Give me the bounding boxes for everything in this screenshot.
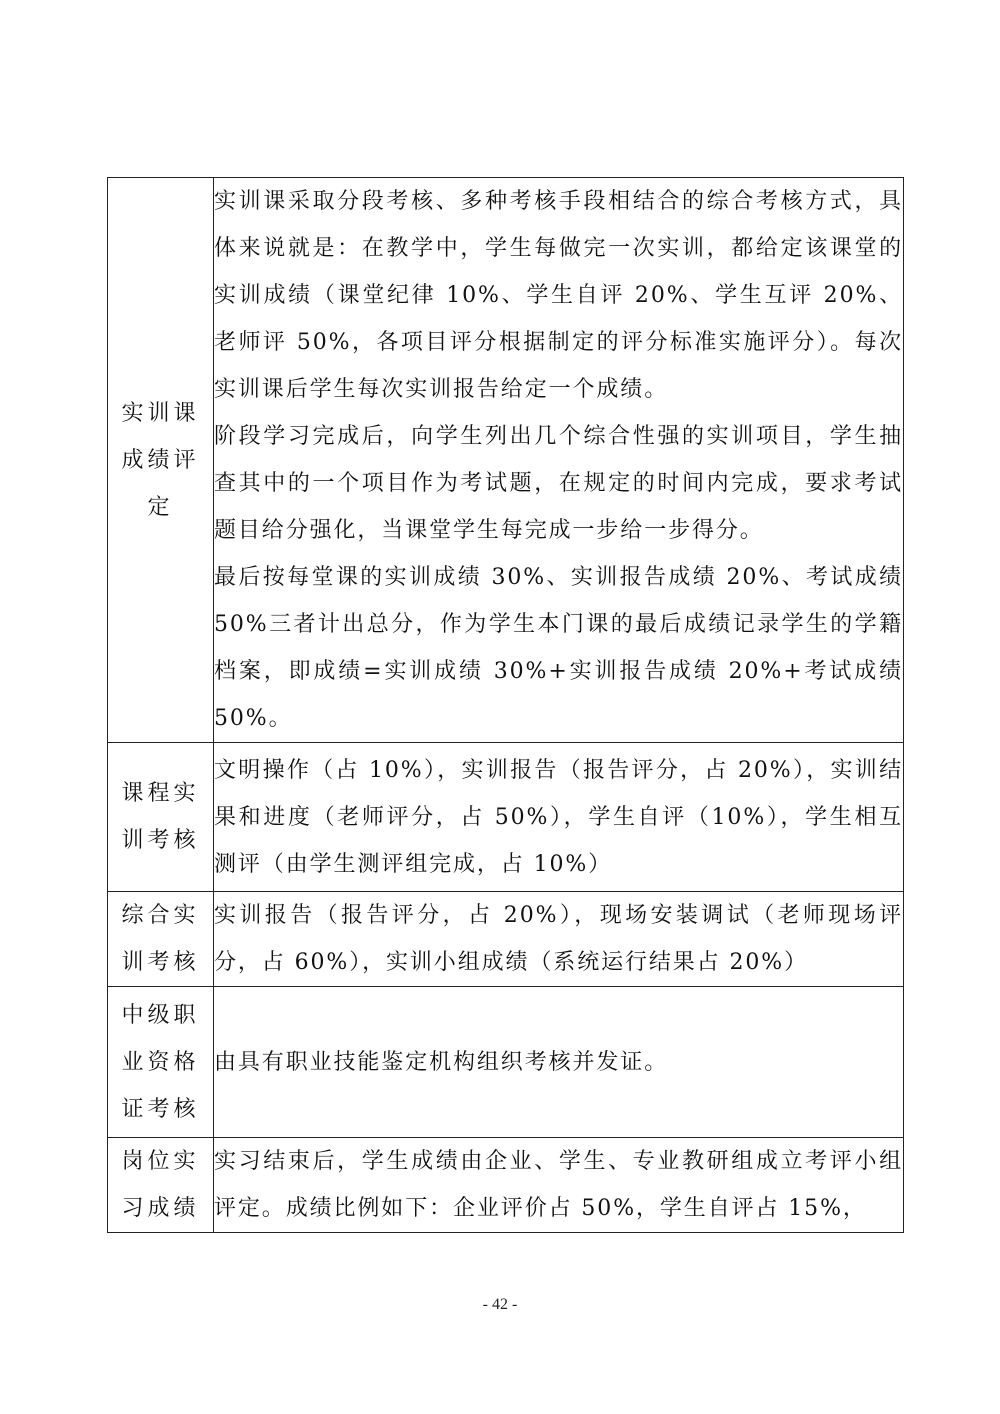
row-label-certificate-exam — [108, 987, 214, 1138]
row-label-line: 习成绩 — [121, 1196, 200, 1221]
table-row-comprehensive-training — [108, 892, 904, 987]
row-label-training-grade — [108, 178, 214, 743]
row-label-line: 训考核 — [121, 950, 200, 975]
content-paragraph: 阶段学习完成后，向学生列出几个综合性强的实训项目，学生抽查其中的一个项目作为考试题，在规定的时间内完成，要求考试题目给分强化，当课堂学生每完成一步给一步得分。 — [214, 424, 903, 543]
row-label-line: 综合实 — [121, 903, 200, 928]
table-row-course-training — [108, 743, 904, 892]
table-row-training-grade — [108, 178, 904, 743]
row-label-line: 中级职 — [121, 1002, 200, 1028]
content-paragraph: 由具有职业技能鉴定机构组织考核并发证。 — [214, 1049, 669, 1075]
row-label-line: 业资格 — [121, 1049, 200, 1075]
row-content-comprehensive-training — [214, 892, 904, 987]
row-label-course-training — [108, 743, 214, 892]
row-label-line: 实训课 — [121, 400, 200, 426]
row-label-internship-grade — [108, 1138, 214, 1233]
table-row-internship-grade — [108, 1138, 904, 1233]
row-label-line: 课程实 — [121, 781, 200, 806]
row-label-line: 岗位实 — [121, 1149, 200, 1174]
row-label-comprehensive-training — [108, 892, 214, 987]
row-label-line: 训考核 — [121, 828, 200, 853]
row-label-line: 定 — [147, 494, 174, 520]
content-paragraph: 实训课采取分段考核、多种考核手段相结合的综合考核方式，具体来说就是：在教学中，学生每做完一次实训，都给定该课堂的实训成绩（课堂纪律 10%、学生自评 20%、学生互评 20%、老师评 50%，各项目评分根据制定的评分标准实施评分）。每次实训课后学生每次实训报告给定一个成绩。 — [214, 189, 903, 402]
content-paragraph: 文明操作（占 10%），实训报告（报告评分，占 20%），实训结果和进度（老师评分，占 50%），学生自评（10%），学生相互测评（由学生测评组完成，占 10%） — [214, 757, 903, 877]
page-number: - 42 - — [482, 1296, 518, 1313]
row-content-internship-grade — [214, 1138, 904, 1233]
table-row-certificate-exam — [108, 987, 904, 1138]
row-content-course-training — [214, 743, 904, 892]
row-label-line: 成绩评 — [121, 447, 200, 473]
content-paragraph: 实习结束后，学生成绩由企业、学生、专业教研组成立考评小组评定。成绩比例如下：企业评价占 50%，学生自评占 15%， — [214, 1149, 903, 1221]
row-label-line: 证考核 — [121, 1096, 200, 1122]
row-content-certificate-exam — [214, 987, 904, 1138]
content-paragraph: 实训报告（报告评分，占 20%），现场安装调试（老师现场评分，占 60%），实训小组成绩（系统运行结果占 20%） — [214, 903, 903, 975]
content-paragraph: 最后按每堂课的实训成绩 30%、实训报告成绩 20%、考试成绩 50%三者计出总分，作为学生本门课的最后成绩记录学生的学籍档案，即成绩=实训成绩 30%+实训报告成绩 20%+考试成绩 50%。 — [214, 565, 903, 731]
assessment-table — [107, 177, 904, 1233]
row-content-training-grade — [214, 178, 904, 743]
